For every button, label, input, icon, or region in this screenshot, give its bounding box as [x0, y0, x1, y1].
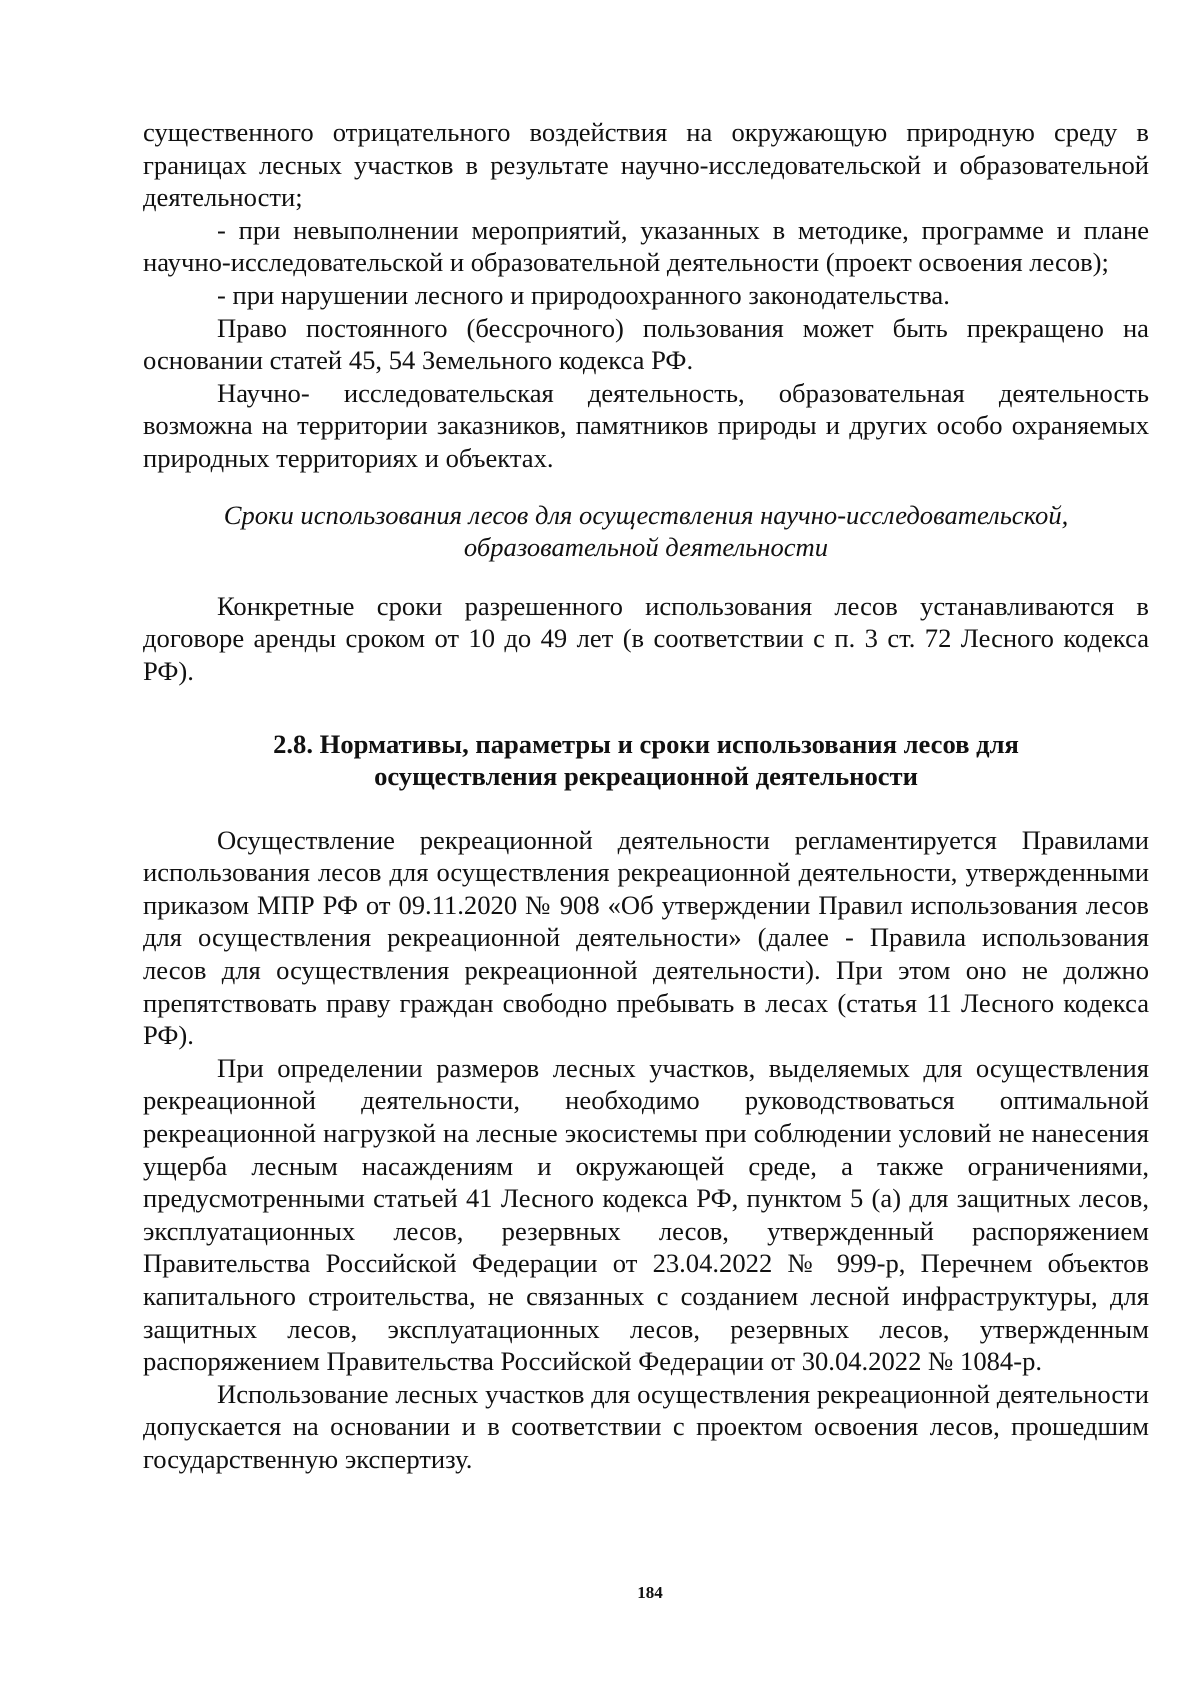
list-item-measures: - при невыполнении мероприятий, указанных в методике, программе и плане научно-исследовательской и образовательной деятельности (проект освоения лесов); — [143, 214, 1149, 278]
paragraph-lease-terms: Конкретные сроки разрешенного использования лесов устанавливаются в договоре аренды сроком от 10 до 49 лет (в соответствии с п. 3 ст. 72 Лесного кодекса РФ). — [143, 590, 1149, 686]
paragraph-usage-basis: Использование лесных участков для осуществления рекреационной деятельности допускается на основании и в соответствии с проектом освоения лесов, прошедшим государственную экспертизу. — [143, 1378, 1149, 1474]
page-number: 184 — [637, 1583, 663, 1602]
subsection-heading-terms — [143, 499, 1149, 564]
list-item-violation: - при нарушении лесного и природоохранного законодательства. — [217, 279, 950, 310]
subsection-heading-line-2: образовательной деятельности — [463, 532, 829, 563]
paragraph-research-territories: Научно- исследовательская деятельность, образовательная деятельность возможна на территории заказников, памятников природы и других особо охраняемых природных территориях и объектах. — [143, 377, 1149, 473]
section-heading-line-1: 2.8. Нормативы, параметры и сроки использования лесов для — [273, 728, 1019, 759]
paragraph-plot-size: При определении размеров лесных участков, выделяемых для осуществления рекреационной деятельности, необходимо руководствоваться оптимальной рекреационной нагрузкой на лесные экосистемы при соблюдении условий не нанесения ущерба лесным насаждениям и окружающей среде, а также ограничениями, предусмотренными статьей 41 Лесного кодекса РФ, пунктом 5 (а) для защитных лесов, эксплуатационных лесов, резервных лесов, утвержденный распоряжением Правительства Российской Федерации от 23.04.2022 № 999-р, Перечнем объектов капитального строительства, не связанных с созданием лесной инфраструктуры, для защитных лесов, эксплуатационных лесов, резервных лесов, утвержденным распоряжением Правительства Российской Федерации от 30.04.2022 № 1084-р. — [143, 1052, 1149, 1377]
paragraph-termination: Право постоянного (бессрочного) пользования может быть прекращено на основании статей 45, 54 Земельного кодекса РФ. — [143, 312, 1149, 376]
section-heading-line-2: осуществления рекреационной деятельности — [374, 761, 918, 792]
paragraph-continuation: существенного отрицательного воздействия на окружающую природную среду в границах лесных участков в результате научно-исследовательской и образовательной деятельности; — [143, 117, 1149, 213]
subsection-heading-line-1: Сроки использования лесов для осуществления научно-исследовательской, — [223, 499, 1069, 530]
section-heading — [143, 728, 1149, 793]
page-body — [143, 116, 1149, 1476]
paragraph-regulation: Осуществление рекреационной деятельности регламентируется Правилами использования лесов для осуществления рекреационной деятельности, утвержденными приказом МПР РФ от 09.11.2020 № 908 «Об утверждении Правил использования лесов для осуществления рекреационной деятельности» (далее - Правила использования лесов для осуществления рекреационной деятельности). При этом оно не должно препятствовать праву граждан свободно пребывать в лесах (статья 11 Лесного кодекса РФ). — [143, 824, 1149, 1051]
